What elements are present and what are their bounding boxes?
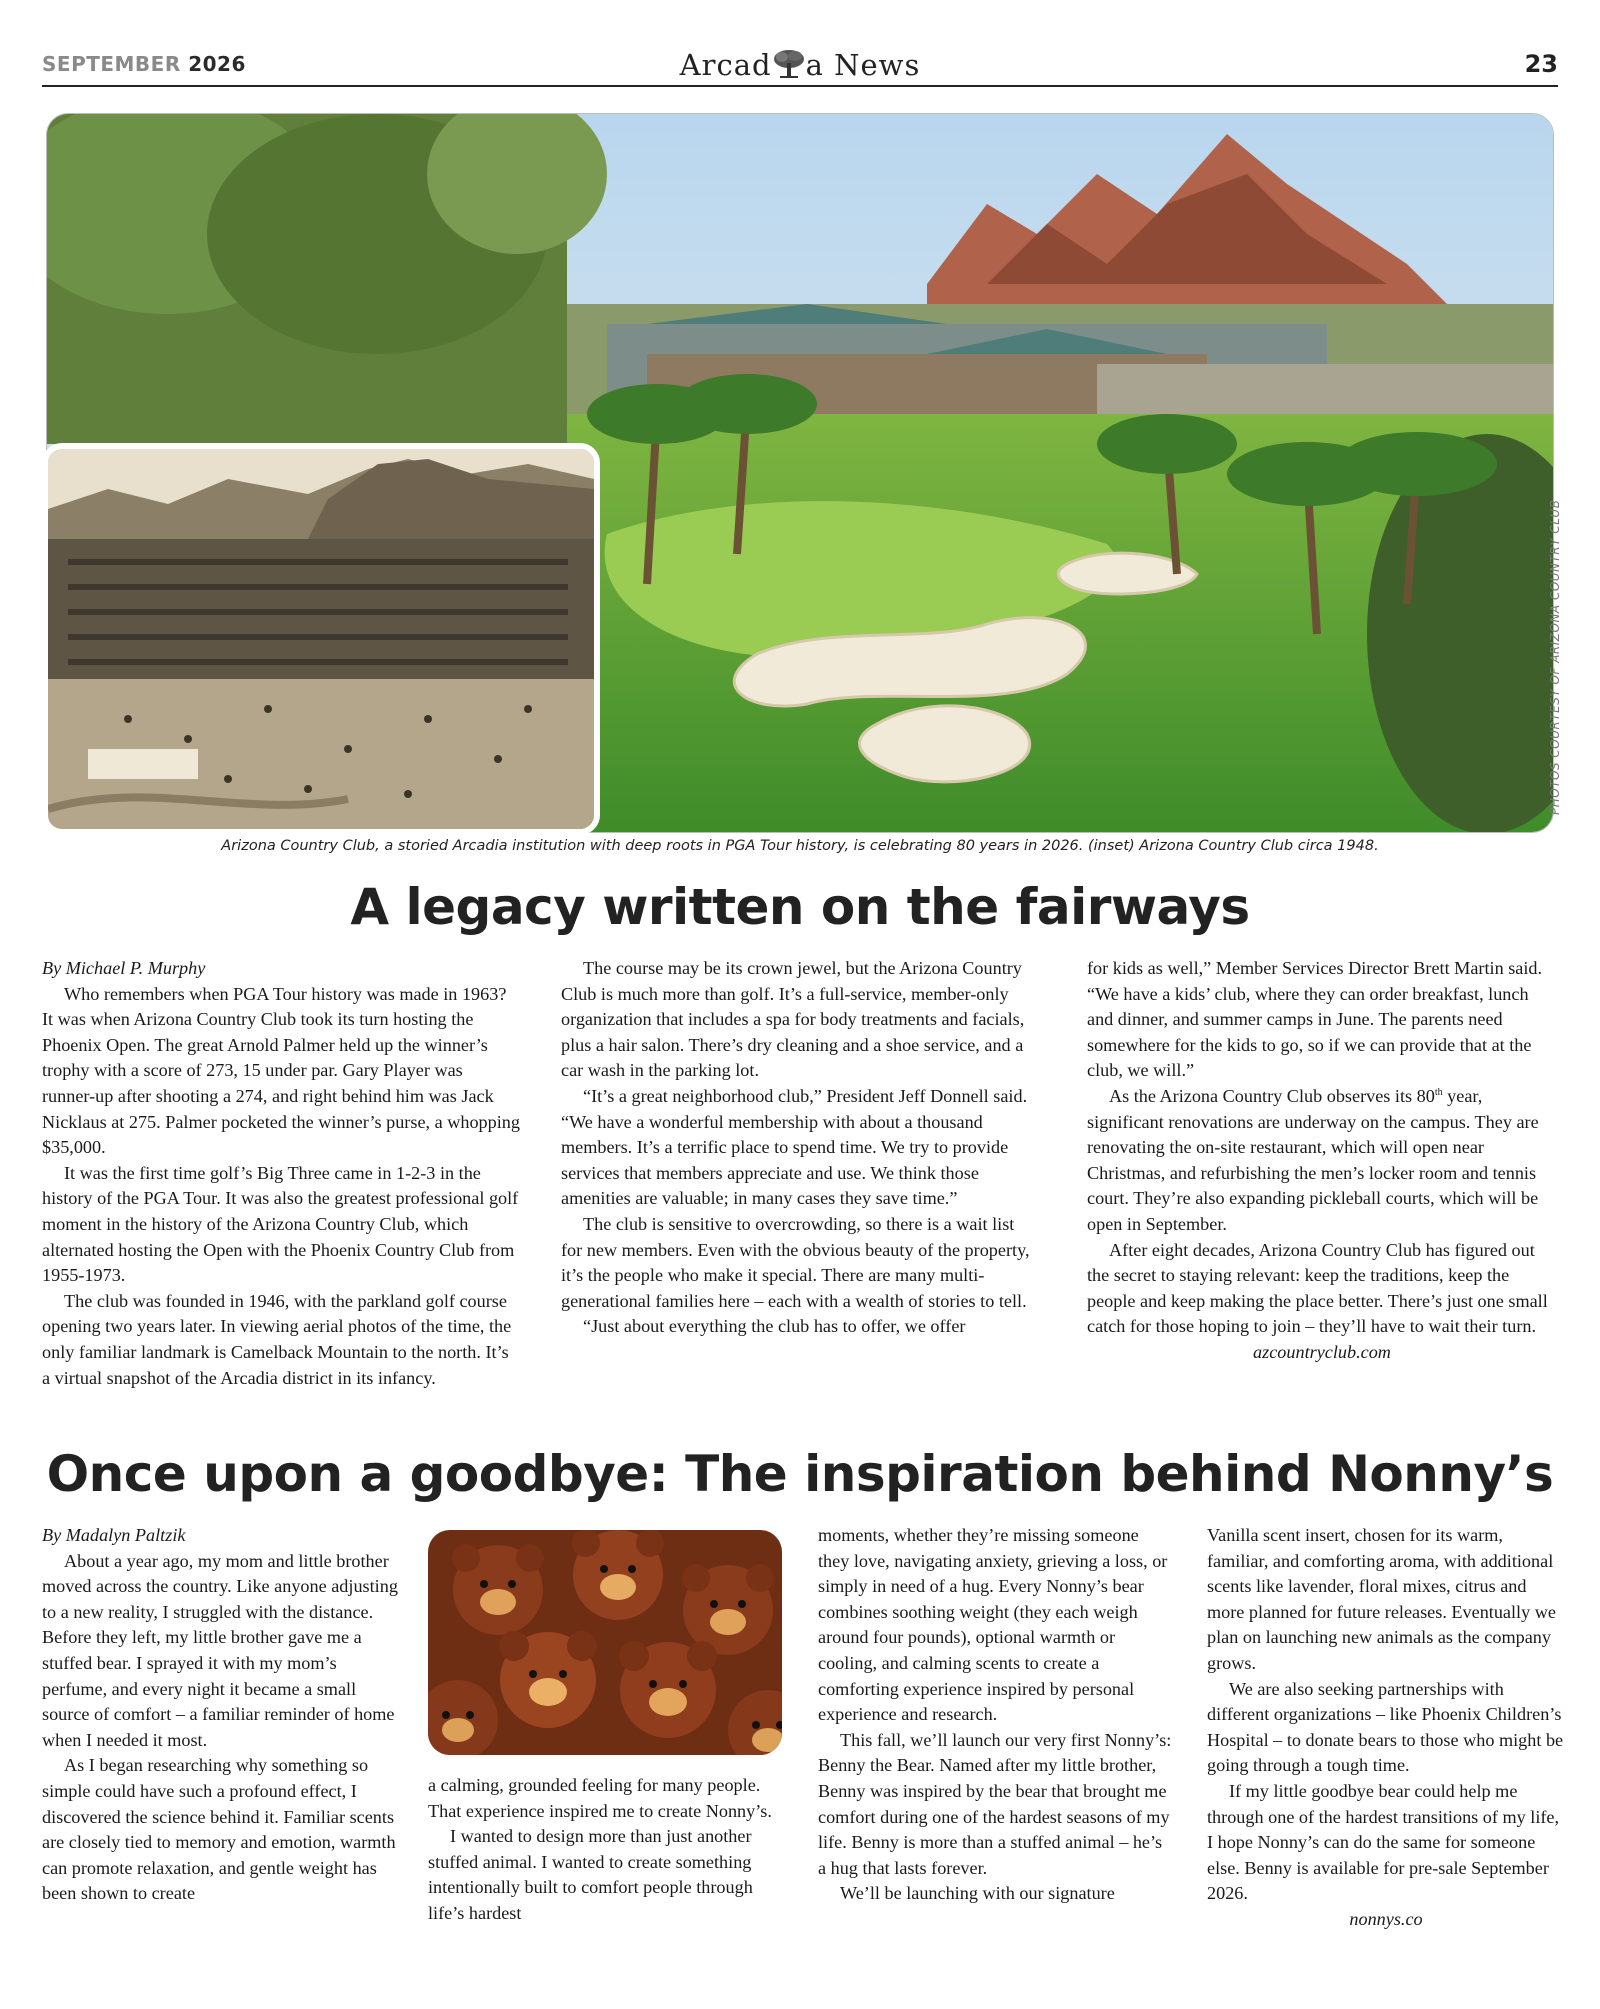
paragraph: Who remembers when PGA Tour history was made in 1963? It was when Arizona Country Club took its turn hosting the Phoenix Open. The great Arnold Palmer held up the winner’s trophy with a score of 273, 15 under par. Gary Player was runner-up after shooting a 274, and right behind him was Jack Nicklaus at 275. Palmer pocketed the winner’s purse, a whopping $35,000. (42, 983, 520, 1158)
paragraph: We’ll be launching with our signature (840, 1883, 1115, 1904)
paragraph: As I began researching why something so simple could have such a profound effect, I discovered the science behind it. Familiar scents are closely tied to memory and emotion, warmth can promote relaxation, and gentle weight has been shown to create (42, 1755, 396, 1904)
logo-text-start: Arcad (679, 48, 772, 82)
paragraph (1087, 1084, 1557, 1238)
article-1-website: azcountryclub.com (1253, 1341, 1391, 1362)
photo-credit: PHOTOS COURTESY OF ARIZONA COUNTRY CLUB (1548, 499, 1562, 815)
paragraph: This fall, we’ll launch our very first Nonny’s: Benny the Bear. Named after my little brother, Benny was inspired by the bear that brought me comfort during one of the hardest seasons of my life. Benny is more than a stuffed animal – he’s a hug that lasts forever. (818, 1729, 1172, 1878)
paragraph-text: year, significant renovations are underway on the campus. They are renovating the on-site restaurant, which will open near Christmas, and refurbishing the men’s locker room and tennis court. They’re also expanding pickleball courts, which will be open in September. (1087, 1085, 1539, 1234)
sepia-aerial-illustration (48, 449, 594, 829)
paragraph: I wanted to design more than just another stuffed animal. I wanted to create something intentionally built to comfort people through life’s hardest (428, 1826, 753, 1923)
paragraph: a calming, grounded feeling for many people. That experience inspired me to create Nonny’s. (428, 1775, 772, 1821)
tree-logo-icon (772, 49, 806, 79)
historic-inset-photo (42, 443, 600, 835)
article-1-column-3 (1087, 956, 1557, 1366)
paragraph: The course may be its crown jewel, but the Arizona Country Club is much more than golf. It’s a full-service, member-only organization that includes a spa for body treatments and facials, plus a hair salon. There’s dry cleaning and a shoe service, and a car wash in the parking lot. (561, 958, 1025, 1081)
teddy-bears-illustration (428, 1530, 782, 1755)
paragraph-text: As the Arizona Country Club observes its 80 (1109, 1085, 1435, 1106)
teddy-bears-photo (428, 1530, 782, 1755)
paragraph: The club is sensitive to overcrowding, so there is a wait list for new members. Even with the obvious beauty of the property, it’s the people who make it special. There are many multi-generational families here – each with a wealth of stories to tell. (561, 1213, 1030, 1311)
paragraph: After eight decades, Arizona Country Club has figured out the secret to staying relevant: keep the traditions, keep the people and keep making the place better. There’s just one small catch for those hoping to join – they’ll have to wait their turn. (1087, 1239, 1548, 1337)
paragraph: “Just about everything the club has to offer, we offer (583, 1316, 966, 1337)
paragraph: “It’s a great neighborhood club,” President Jeff Donnell said. “We have a wonderful membership with about a thousand members. It’s a terrific place to spend time. We try to provide services that members appreciate and use. We think those amenities are valuable; in many cases they save time.” (561, 1085, 1028, 1209)
page-number: 23 (1524, 50, 1558, 78)
article-2-column-2 (428, 1773, 784, 1927)
photo-caption: Arizona Country Club, a storied Arcadia institution with deep roots in PGA Tour history, is celebrating 80 years in 2026. (inset) Arizona Country Club circa 1948. (221, 838, 1379, 854)
issue-year: 2026 (188, 52, 246, 76)
paragraph: If my little goodbye bear could help me through one of the hardest transitions of my life, I hope Nonny’s can do the same for someone else. Benny is available for pre-sale September 2026. (1207, 1780, 1560, 1904)
header-rule (42, 85, 1558, 87)
article-2-byline: By Madalyn Paltzik (42, 1525, 186, 1545)
paragraph: We are also seeking partnerships with different organizations – like Phoenix Children’s Hospital – to donate bears to those who might be going through a tough time. (1207, 1678, 1564, 1776)
article-2-column-3 (818, 1523, 1174, 1907)
article-2-website: nonnys.co (1349, 1908, 1423, 1929)
article-1-column-1 (42, 956, 520, 1391)
superscript: th (1434, 1086, 1443, 1098)
publication-logo (0, 48, 1600, 82)
article-2-column-4 (1207, 1523, 1565, 1933)
paragraph: It was the first time golf’s Big Three came in 1-2-3 in the history of the PGA Tour. It was also the greatest professional golf moment in the history of the Arizona Country Club, which alternated hosting the Open with the Phoenix Country Club from 1955-1973. (42, 1162, 519, 1286)
article-1-byline: By Michael P. Murphy (42, 958, 206, 978)
paragraph: The club was founded in 1946, with the parkland golf course opening two years later. In viewing aerial photos of the time, the only familiar landmark is Camelback Mountain to the north. It’s a virtual snapshot of the Arcadia district in its infancy. (42, 1290, 512, 1388)
issue-month: SEPTEMBER (42, 52, 181, 76)
article-2-column-1 (42, 1523, 398, 1907)
article-1-headline: A legacy written on the fairways (350, 878, 1250, 936)
paragraph: Vanilla scent insert, chosen for its warm, familiar, and comforting aroma, with additional scents like lavender, floral mixes, citrus and more planned for future releases. Eventually we plan on launching new animals as the company grows. (1207, 1525, 1556, 1673)
paragraph: About a year ago, my mom and little brother moved across the country. Like anyone adjusting to a new reality, I struggled with the distance. Before they left, my little brother gave me a stuffed bear. I sprayed it with my mom’s perfume, and every night it became a small source of comfort – a familiar reminder of home when I needed it most. (42, 1550, 398, 1750)
paragraph: moments, whether they’re missing someone they love, navigating anxiety, grieving a loss, or simply in need of a hug. Every Nonny’s bear combines soothing weight (they each weigh around four pounds), optional warmth or cooling, and calming scents to create a comforting experience inspired by personal experience and research. (818, 1525, 1168, 1725)
article-2-headline: Once upon a goodbye: The inspiration behind Nonny’s (46, 1445, 1554, 1503)
logo-text-end: a News (805, 48, 921, 82)
article-1-column-2 (561, 956, 1039, 1340)
paragraph: for kids as well,” Member Services Director Brett Martin said. “We have a kids’ club, where they can order breakfast, lunch and dinner, and summer camps in June. The parents need somewhere for the kids to go, so if we can provide that at the club, we will.” (1087, 958, 1543, 1081)
